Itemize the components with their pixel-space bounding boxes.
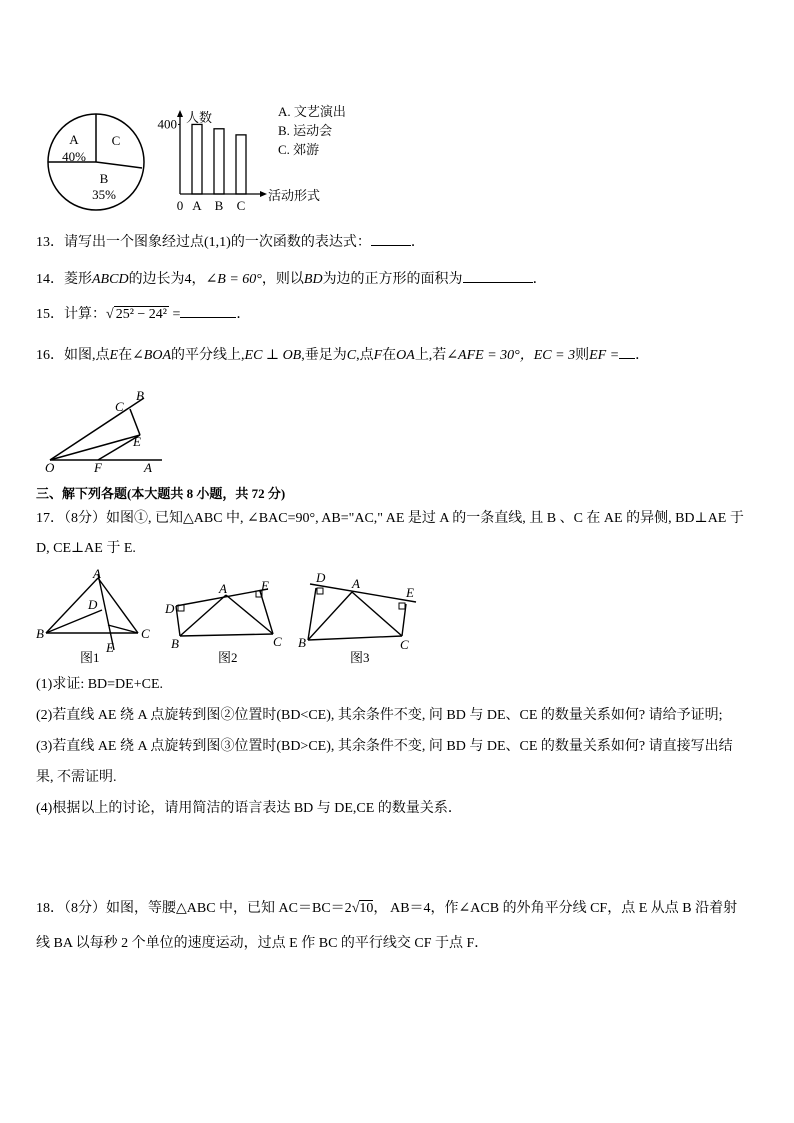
point-label-c: C: [115, 399, 124, 414]
y-axis-label: 人数: [186, 110, 213, 125]
point-label-a: A: [352, 576, 360, 591]
point-label-e: E: [133, 434, 141, 449]
question-17-line-1: 17．（8分）如图①, 已知△ABC 中, ∠BAC=90°, AB="AC," AE 是过 A 的一条直线, 且 B 、C 在 AE 的异侧, BD⊥AE 于: [36, 511, 744, 526]
chart-legend: [278, 102, 346, 159]
pie-a-label: A: [69, 132, 79, 147]
x-axis-label: 活动形式: [268, 188, 321, 203]
bar-a: [192, 124, 202, 194]
question-17-part-3-cont: 果, 不需证明.: [36, 770, 117, 785]
answer-blank: [619, 346, 635, 359]
point-label-c: C: [400, 637, 409, 652]
point-label-a: A: [144, 460, 152, 474]
answer-blank: [371, 233, 411, 246]
point-label-c: C: [141, 626, 150, 641]
question-13: 13．请写出一个图象经过点(1,1)的一次函数的表达式： ．: [36, 235, 425, 250]
sqrt-sign: √: [351, 901, 360, 916]
pie-b-pct: 35%: [92, 187, 116, 202]
question-14: 14．菱形ABCD的边长为4，∠B = 60°，则以BD为边的正方形的面积为 ．: [36, 272, 547, 287]
sqrt-sign: √: [106, 307, 114, 322]
point-label-e: E: [406, 585, 414, 600]
answer-blank: [463, 270, 533, 283]
question-17-part-2: (2)若直线 AE 绕 A 点旋转到图②位置时(BD<CE), 其余条件不变, 问 BD 与 DE、CE 的数量关系如何? 请给予证明;: [36, 708, 723, 723]
point-label-e: E: [261, 578, 269, 593]
figure-17-1: [34, 566, 158, 666]
radicand: 10: [359, 901, 374, 916]
point-label-c: C: [273, 634, 282, 649]
pie-chart: [44, 110, 148, 214]
point-label-b: B: [136, 388, 144, 403]
pie-c-label: C: [111, 133, 121, 148]
question-17-part-3: (3)若直线 AE 绕 A 点旋转到图③位置时(BD>CE), 其余条件不变, 问 BD 与 DE、CE 的数量关系如何? 请直接写出结: [36, 739, 733, 754]
question-17-part-4: (4)根据以上的讨论，请用简洁的语言表达 BD 与 DE,CE 的数量关系．: [36, 801, 462, 816]
x-tick-label: B: [214, 198, 224, 213]
bar-b: [214, 129, 224, 194]
legend-item: C. 郊游: [278, 142, 320, 157]
point-label-d: D: [165, 601, 175, 616]
figure-17-3: [292, 570, 422, 666]
question-17-line-2: D, CE⊥AE 于 E.: [36, 541, 136, 556]
section-heading: 三、解下列各题(本大题共 8 小题，共 72 分): [36, 486, 286, 501]
answer-blank: [180, 305, 236, 318]
x-tick-label: A: [192, 198, 202, 213]
point-label-d: D: [88, 597, 98, 612]
x-tick-label: C: [236, 198, 246, 213]
y-tick-label: 400: [157, 116, 177, 132]
pie-a-pct: 40%: [62, 149, 86, 164]
question-16: 16．如图,点E在∠BOA的平分线上,EC ⊥ OB,垂足为C,点F在OA上,若∠AFE = 30°，EC = 3则EF = ．: [36, 348, 650, 363]
figure-caption: 图2: [218, 650, 238, 665]
point-label-d: D: [316, 570, 326, 585]
point-label-a: A: [93, 566, 101, 581]
question-18-line-1: 18．（8分）如图，等腰△ABC 中，已知 AC＝BC＝2√10， AB＝4，作∠ACB 的外角平分线 CF，点 E 从点 B 沿着射: [36, 901, 738, 916]
point-label-a: A: [219, 581, 227, 596]
point-label-f: F: [94, 460, 102, 474]
origin-label: 0: [176, 198, 184, 213]
legend-item: A. 文艺演出: [278, 104, 346, 119]
point-label-o: O: [45, 460, 55, 474]
point-label-b: B: [171, 636, 179, 651]
figure-caption: 图3: [350, 650, 370, 665]
bar-c: [236, 135, 246, 194]
figure-16: [40, 388, 170, 474]
legend-item: B. 运动会: [278, 123, 333, 138]
point-label-b: B: [36, 626, 44, 641]
question-18-line-2: 线 BA 以每秒 2 个单位的速度运动，过点 E 作 BC 的平行线交 CF 于点 F．: [36, 936, 489, 951]
point-label-e: E: [106, 640, 114, 655]
figure-caption: 图1: [80, 650, 100, 665]
figure-17-2: [160, 576, 290, 666]
question-17-part-1: (1)求证: BD=DE+CE.: [36, 677, 164, 692]
question-15: 15．计算：√ 25² − 24² = ．: [36, 307, 251, 322]
point-label-b: B: [298, 635, 306, 650]
pie-b-label: B: [99, 171, 109, 186]
radicand: 25² − 24²: [115, 307, 167, 322]
